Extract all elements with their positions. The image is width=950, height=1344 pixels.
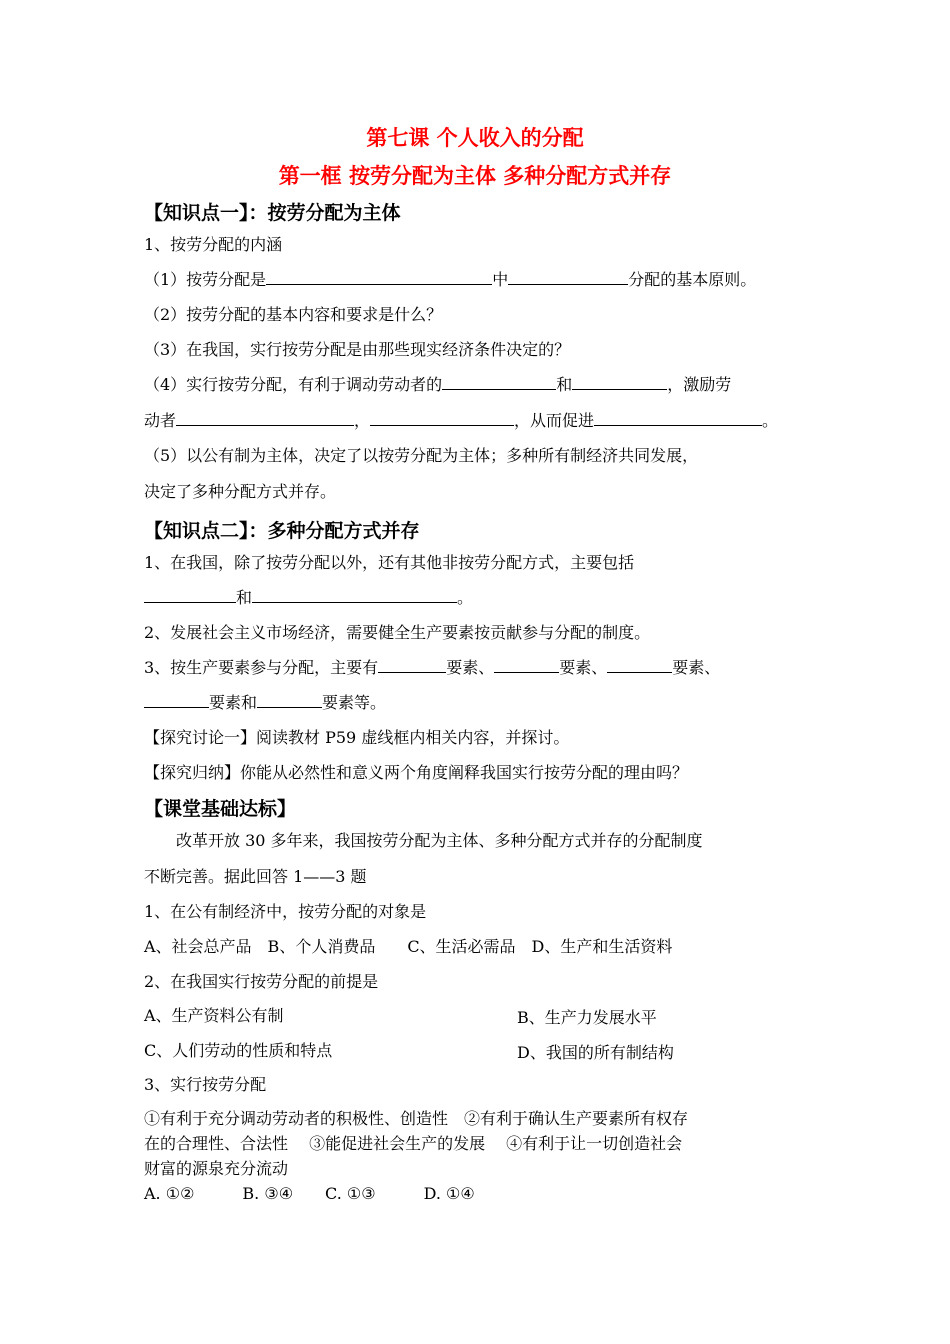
practice-heading: 【课堂基础达标】: [144, 798, 297, 820]
question-4-comma: ，: [354, 411, 371, 430]
fill-blank[interactable]: [144, 693, 209, 708]
section2-item3-line1: [144, 657, 720, 679]
practice-question-2-option-a: A、生产资料公有制: [144, 1006, 284, 1025]
fill-blank[interactable]: [442, 375, 556, 390]
explore-discuss-text: 阅读教材 P59 虚线框内相关内容，并探讨。: [256, 728, 570, 747]
question-1-text: （1）按劳分配是: [144, 270, 267, 289]
factor-label: 要素、: [446, 658, 495, 677]
factor-label: 要素、: [672, 658, 721, 677]
practice-question-1-options: A、社会总产品 B、个人消费品 C、生活必需品 D、生产和生活资料: [144, 937, 673, 956]
explore-discuss: [144, 727, 569, 749]
practice-question-2-option-d: D、我国的所有制结构: [517, 1043, 674, 1062]
question-5-line1: （5）以公有制为主体，决定了以按劳分配为主体；多种所有制经济共同发展，: [144, 446, 699, 465]
question-4-period: 。: [762, 411, 779, 430]
section2-item3-text: 3、按生产要素参与分配，主要有: [144, 658, 379, 677]
question-4-text: （4）实行按劳分配，有利于调动劳动者的: [144, 375, 443, 394]
practice-question-3-options: A. ①② B. ③④ C. ①③ D. ①④: [144, 1184, 475, 1203]
explore-summary-label: 【探究归纳】: [144, 763, 241, 782]
factor-label: 要素、: [559, 658, 608, 677]
explore-discuss-label: 【探究讨论一】: [144, 728, 257, 747]
factor-end-label: 要素等。: [322, 693, 387, 712]
explore-summary-text: 你能从必然性和意义两个角度阐释我国实行按劳分配的理由吗？: [240, 763, 689, 782]
practice-question-2-option-c: C、人们劳动的性质和特点: [144, 1041, 333, 1060]
fill-blank[interactable]: [594, 411, 762, 426]
fill-blank[interactable]: [607, 658, 672, 673]
question-4-line1: [144, 374, 731, 396]
fill-blank[interactable]: [572, 375, 667, 390]
section-subtitle: 第一框 按劳分配为主体 多种分配方式并存: [278, 164, 672, 188]
fill-blank[interactable]: [370, 411, 514, 426]
explore-summary: [144, 762, 688, 784]
fill-blank[interactable]: [252, 588, 457, 603]
section2-item1-end: 。: [457, 588, 474, 607]
practice-question-3-text-line2: 在的合理性、合法性 ③能促进社会生产的发展 ④有利于让一切创造社会: [144, 1134, 683, 1153]
section2-item2: 2、发展社会主义市场经济，需要健全生产要素按贡献参与分配的制度。: [144, 623, 651, 642]
question-4-promote: ，从而促进: [514, 411, 595, 430]
question-1-middle: 中: [492, 270, 509, 289]
practice-question-1: 1、在公有制经济中，按劳分配的对象是: [144, 902, 427, 921]
practice-intro-line1: 改革开放 30 多年来，我国按劳分配为主体、多种分配方式并存的分配制度: [176, 831, 703, 850]
section2-item1-line2: [144, 587, 473, 609]
question-4-cont: ，激励劳: [667, 375, 732, 394]
practice-question-3-text-line3: 财富的源泉充分流动: [144, 1159, 289, 1178]
fill-blank[interactable]: [144, 588, 236, 603]
practice-question-2: 2、在我国实行按劳分配的前提是: [144, 972, 379, 991]
question-4-and: 和: [556, 375, 573, 394]
question-5-line2: 决定了多种分配方式并存。: [144, 482, 337, 501]
question-2: （2）按劳分配的基本内容和要求是什么？: [144, 305, 443, 324]
question-1-end: 分配的基本原则。: [628, 270, 757, 289]
fill-blank[interactable]: [494, 658, 559, 673]
fill-blank[interactable]: [378, 658, 446, 673]
practice-question-2-option-b: B、生产力发展水平: [517, 1008, 657, 1027]
practice-question-3: 3、实行按劳分配: [144, 1075, 267, 1094]
practice-intro-line2: 不断完善。据此回答 1——3 题: [144, 867, 367, 886]
knowledge-point-1-heading: 【知识点一】：按劳分配为主体: [144, 202, 401, 224]
section2-item3-line2: [144, 692, 386, 714]
question-4-worker: 动者: [144, 411, 177, 430]
section2-item1-and: 和: [236, 588, 253, 607]
question-1-line: [144, 269, 756, 291]
fill-blank[interactable]: [257, 693, 322, 708]
factor-and-label: 要素和: [209, 693, 258, 712]
practice-question-3-text-line1: ①有利于充分调动劳动者的积极性、创造性 ②有利于确认生产要素所有权存: [144, 1109, 689, 1128]
knowledge-point-2-heading: 【知识点二】：多种分配方式并存: [144, 520, 420, 542]
item-1-heading: 1、按劳分配的内涵: [144, 235, 283, 254]
lesson-title: 第七课 个人收入的分配: [366, 126, 584, 150]
question-4-line2: [144, 410, 778, 432]
fill-blank[interactable]: [508, 270, 628, 285]
fill-blank[interactable]: [266, 270, 492, 285]
section2-item1-line1: 1、在我国，除了按劳分配以外，还有其他非按劳分配方式，主要包括: [144, 553, 635, 572]
fill-blank[interactable]: [176, 411, 354, 426]
question-3: （3）在我国，实行按劳分配是由那些现实经济条件决定的？: [144, 340, 571, 359]
